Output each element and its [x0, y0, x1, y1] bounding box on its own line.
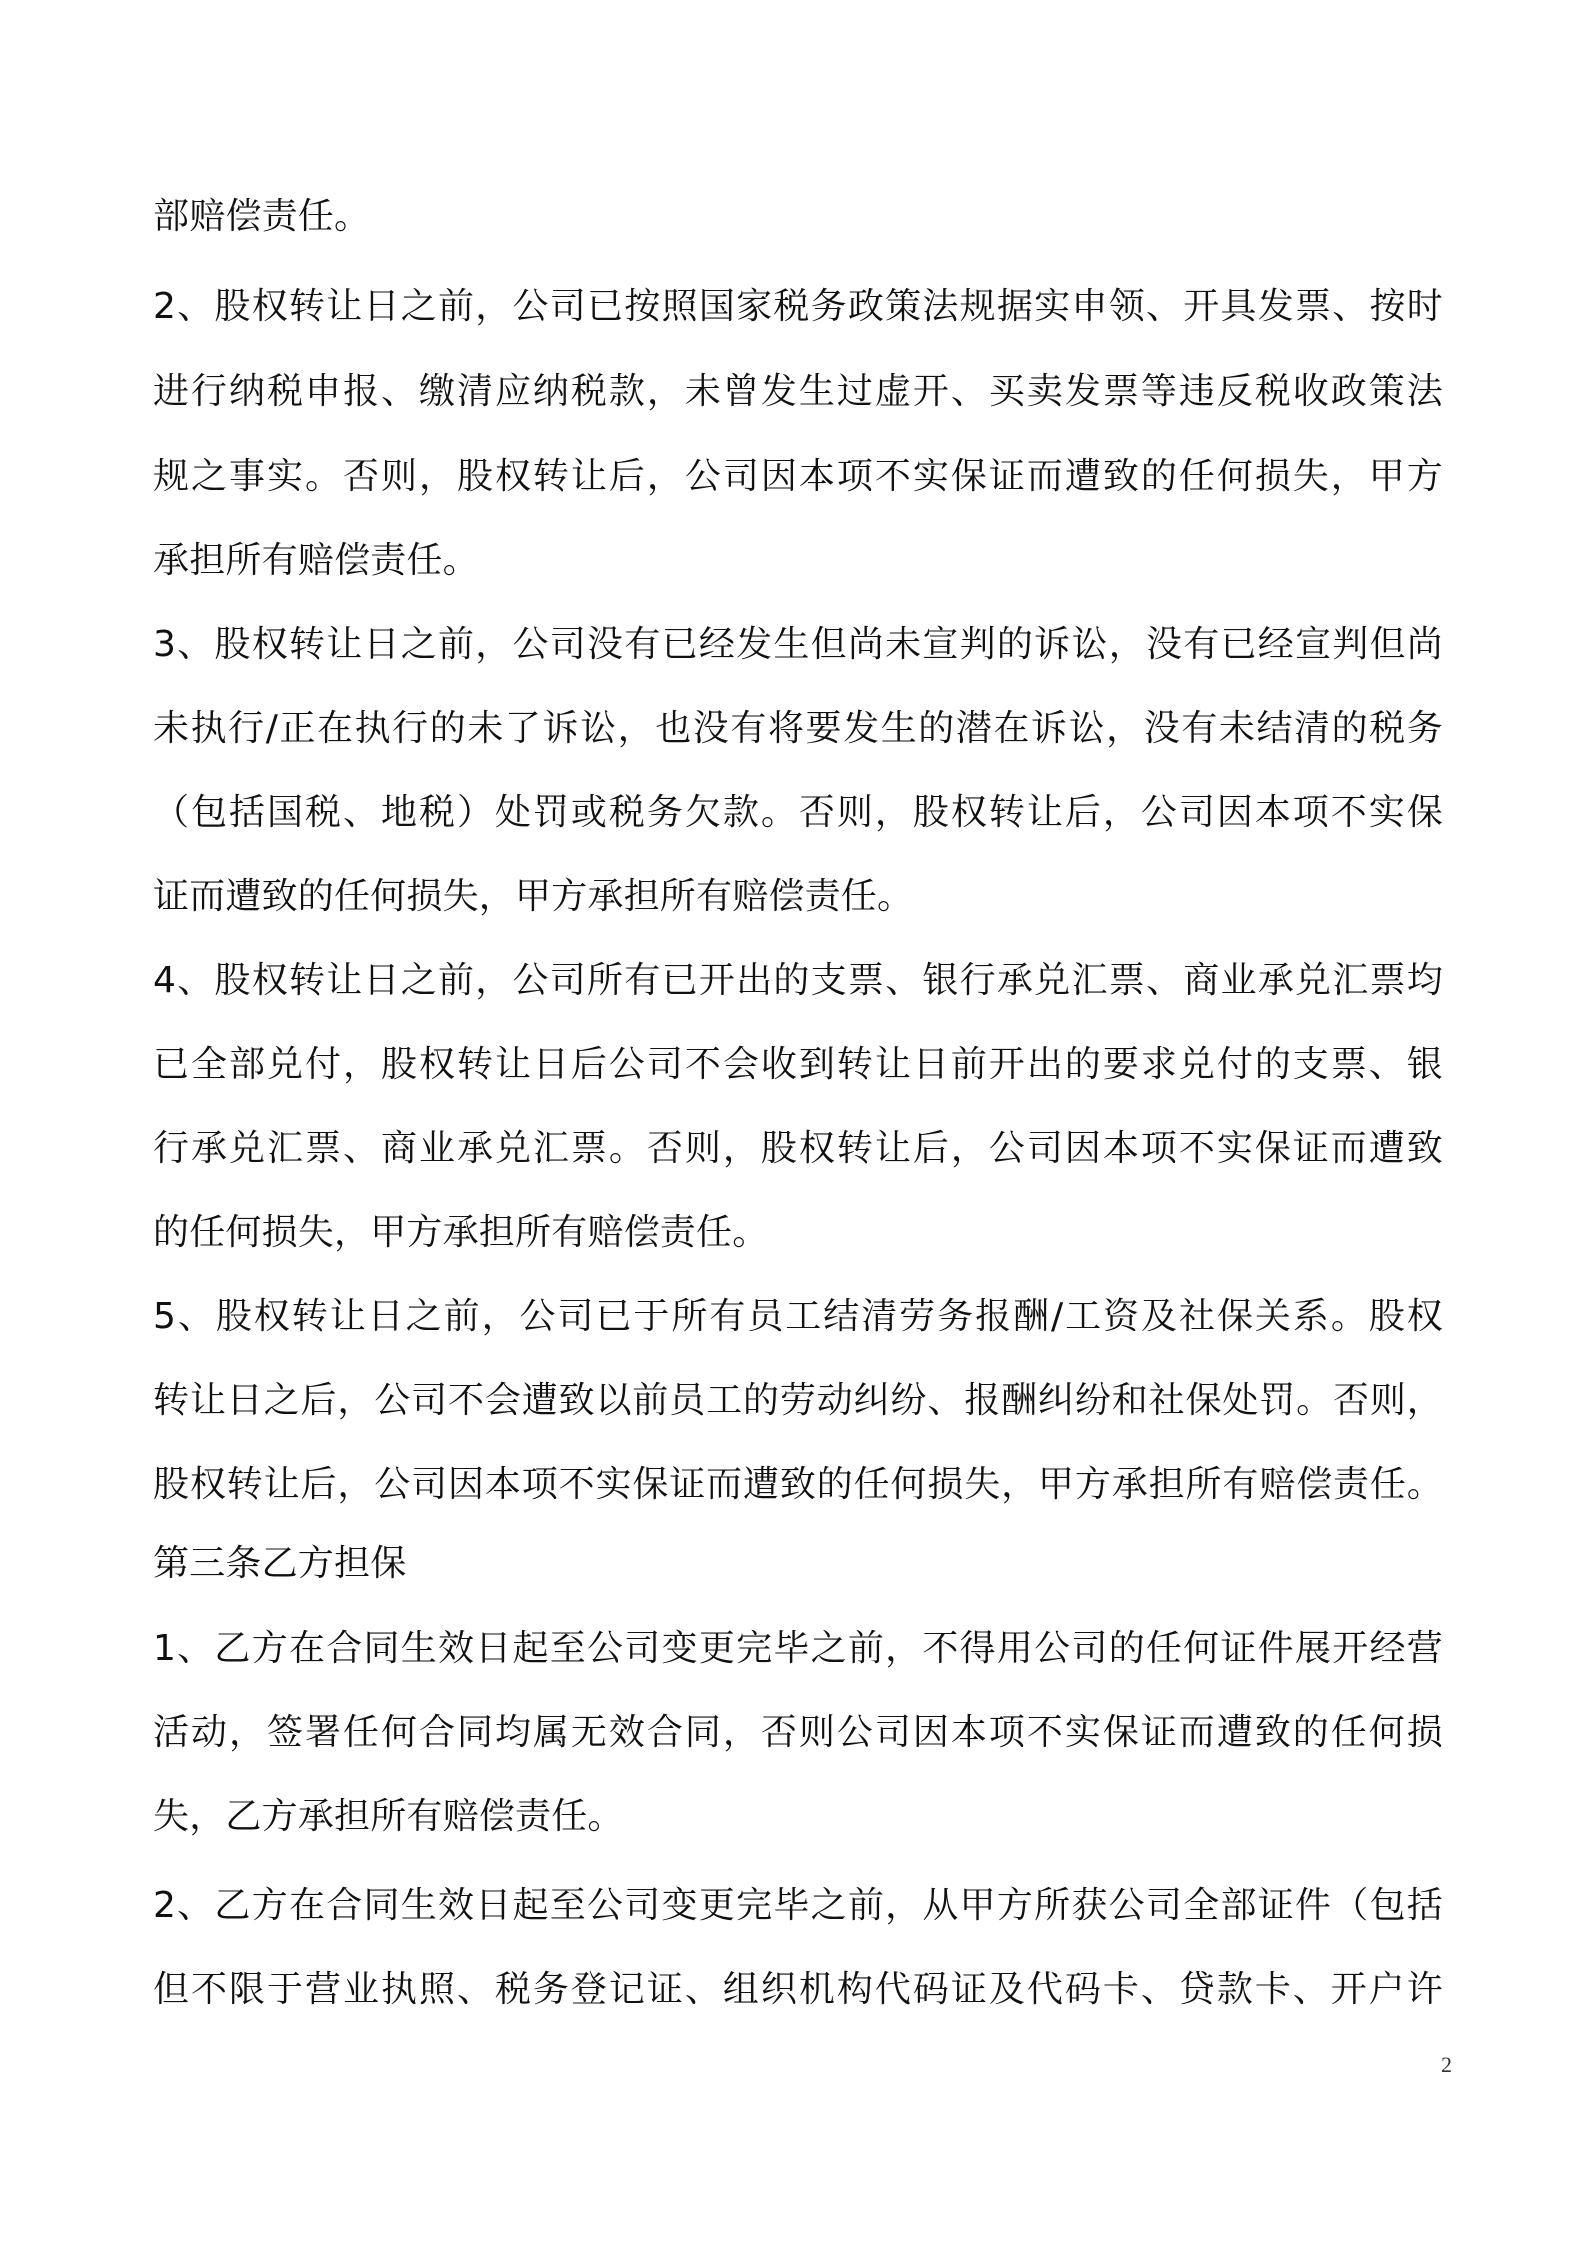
text-line: 1、乙方在合同生效日起至公司变更完毕之前，不得用公司的任何证件展开经营: [153, 1628, 1443, 1669]
text-line: 活动，签署任何合同均属无效合同，否则公司因本项不实保证而遭致的任何损: [153, 1712, 1443, 1753]
text-line: 3、股权转让日之前，公司没有已经发生但尚未宣判的诉讼，没有已经宣判但尚: [153, 624, 1443, 665]
text-line: 失，乙方承担所有赔偿责任。: [153, 1796, 624, 1837]
section-heading: 第三条乙方担保: [153, 1543, 407, 1584]
text-line: 2、乙方在合同生效日起至公司变更完毕之前，从甲方所获公司全部证件（包括: [153, 1885, 1443, 1926]
text-line: 转让日之后，公司不会遭致以前员工的劳动纠纷、报酬纠纷和社保处罚。否则，: [153, 1380, 1443, 1421]
text-line: 进行纳税申报、缴清应纳税款，未曾发生过虚开、买卖发票等违反税收政策法: [153, 371, 1443, 412]
text-line: 已全部兑付，股权转让日后公司不会收到转让日前开出的要求兑付的支票、银: [153, 1044, 1443, 1085]
text-line: 未执行/正在执行的未了诉讼，也没有将要发生的潜在诉讼，没有未结清的税务: [153, 708, 1443, 749]
text-line: （包括国税、地税）处罚或税务欠款。否则，股权转让后，公司因本项不实保: [153, 792, 1443, 833]
text-line: 2、股权转让日之前，公司已按照国家税务政策法规据实申领、开具发票、按时: [153, 286, 1443, 327]
text-line: 的任何损失，甲方承担所有赔偿责任。: [153, 1212, 769, 1253]
text-line: 承担所有赔偿责任。: [153, 540, 479, 581]
page-number: 2: [1441, 2052, 1452, 2077]
text-line: 规之事实。否则，股权转让后，公司因本项不实保证而遭致的任何损失，甲方: [153, 456, 1443, 497]
text-line: 但不限于营业执照、税务登记证、组织机构代码证及代码卡、贷款卡、开户许: [153, 1969, 1443, 2010]
text-line: 行承兑汇票、商业承兑汇票。否则，股权转让后，公司因本项不实保证而遭致: [153, 1128, 1443, 1169]
text-line: 5、股权转让日之前，公司已于所有员工结清劳务报酬/工资及社保关系。股权: [153, 1296, 1443, 1337]
text-line: 部赔偿责任。: [153, 196, 371, 237]
text-line: 股权转让后，公司因本项不实保证而遭致的任何损失，甲方承担所有赔偿责任。: [153, 1464, 1443, 1505]
text-line: 4、股权转让日之前，公司所有已开出的支票、银行承兑汇票、商业承兑汇票均: [153, 960, 1443, 1001]
text-line: 证而遭致的任何损失，甲方承担所有赔偿责任。: [153, 876, 914, 917]
